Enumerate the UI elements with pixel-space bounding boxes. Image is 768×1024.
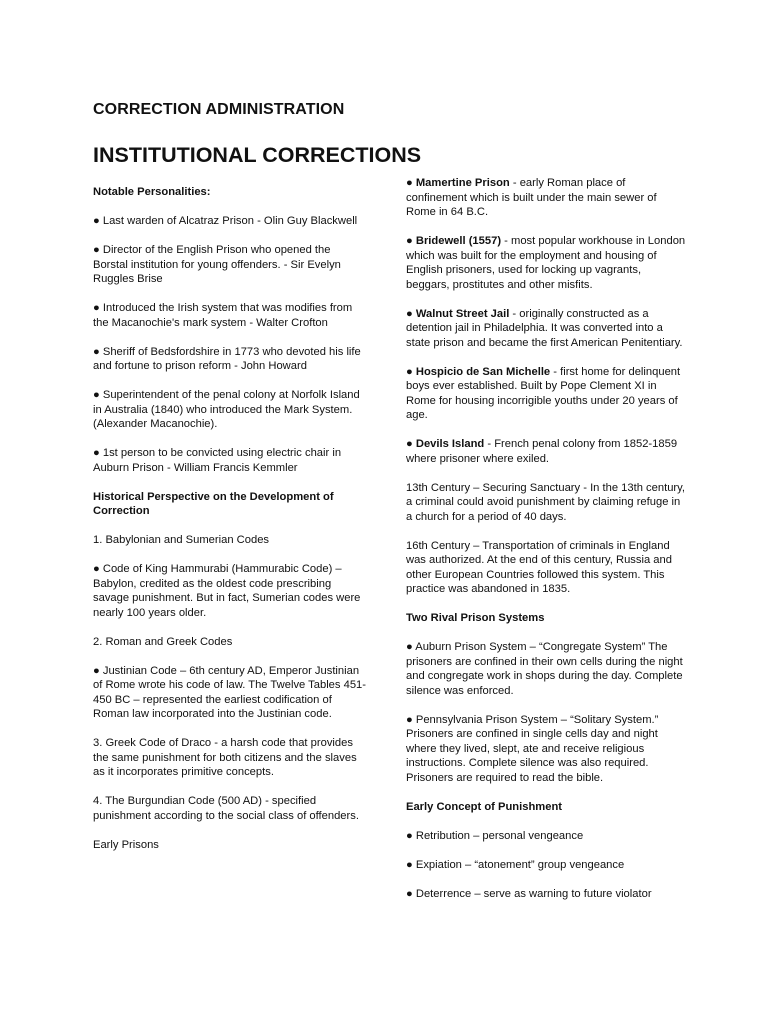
paragraph: 4. The Burgundian Code (500 AD) - specified punishment according to the social class of offenders.: [93, 795, 359, 822]
item-description: - French penal colony from 1852-1859 where prisoner where exiled.: [406, 438, 678, 465]
paragraph: ● 1st person to be convicted using electric chair in Auburn Prison - William Francis Kemmler: [93, 447, 342, 474]
subheading: Two Rival Prison Systems: [406, 612, 545, 624]
subheading: Notable Personalities:: [93, 186, 211, 198]
list-item: [406, 365, 686, 423]
paragraph: ● Code of King Hammurabi (Hammurabic Code) – Babylon, credited as the oldest code prescribing savage punishment. But in fact, Sumerian codes were nearly 100 years older.: [93, 563, 361, 619]
paragraph: ● Auburn Prison System – “Congregate System” The prisoners are confined in their own cells during the night and congregate work in shops during the day. Complete silence was enforced.: [406, 641, 683, 697]
left-column: [93, 185, 368, 867]
item-description: - most popular workhouse in London which was built for the employment and housing of English prisoners, used for locking up vagrants, beggars, prostitutes and other misfits.: [406, 235, 686, 291]
paragraph: ● Last warden of Alcatraz Prison - Olin Guy Blackwell: [93, 215, 358, 227]
paragraph: ● Introduced the Irish system that was modifies from the Macanochie's mark system - Walter Crofton: [93, 302, 353, 329]
list-item: [406, 307, 686, 351]
paragraph: ● Pennsylvania Prison System – “Solitary System.” Prisoners are confined in single cells day and night where they lived, slept, ate and receive religious instructions. Complete silence was also required. Prisoners are required to read the bible.: [406, 713, 659, 784]
paragraph: ● Deterrence – serve as warning to future violator: [406, 887, 652, 900]
paragraph: 1. Babylonian and Sumerian Codes: [93, 534, 270, 546]
section-heading: INSTITUTIONAL CORRECTIONS: [93, 143, 422, 167]
paragraph: ● Superintendent of the penal colony at Norfolk Island in Australia (1840) who introduced the Mark System. (Alexander Macanochie).: [93, 389, 360, 430]
item-description: - first home for delinquent boys ever established. Built by Pope Clement XI in Rome for housing incorrigible youths under 20 years of age.: [406, 365, 681, 421]
paragraph: ● Retribution – personal vengeance: [406, 829, 584, 842]
right-column: [406, 176, 686, 916]
list-item: [406, 234, 686, 292]
item-term: ● Walnut Street Jail: [406, 307, 510, 320]
paragraph: Early Prisons: [93, 838, 159, 851]
list-item: [406, 437, 686, 466]
subheading: Early Concept of Punishment: [406, 800, 563, 813]
paragraph: 3. Greek Code of Draco - a harsh code that provides the same punishment for both citizens and the slaves as it incorporates primitive concepts.: [93, 737, 357, 778]
item-term: ● Mamertine Prison: [406, 177, 510, 189]
paragraph: ● Director of the English Prison who opened the Borstal institution for young offenders. - Sir Evelyn Ruggles Brise: [93, 244, 341, 285]
list-item: [406, 176, 686, 220]
document-title: CORRECTION ADMINISTRATION: [93, 101, 345, 118]
paragraph: 16th Century – Transportation of criminals in England was authorized. At the end of this century, Russia and other European Countries followed this system. This practice was abandoned in 1835.: [406, 539, 672, 595]
paragraph: 13th Century – Securing Sanctuary - In the 13th century, a criminal could avoid punishment by claiming refuge in a church for a period of 40 days.: [406, 481, 686, 523]
item-term: ● Bridewell (1557): [406, 235, 502, 247]
item-description: - early Roman place of confinement which is built under the main sewer of Rome in 64 B.C.: [406, 177, 657, 218]
item-description: - originally constructed as a detention jail in Philadelphia. It was converted into a state prison and became the first American Penitentiary.: [406, 307, 683, 349]
paragraph: ● Justinian Code – 6th century AD, Emperor Justinian of Rome wrote his code of law. The Twelve Tables 451-450 BC – represented the earliest codification of Roman law incorporated into the Justinian code.: [93, 664, 366, 720]
paragraph: 2. Roman and Greek Codes: [93, 635, 233, 648]
paragraph: ● Expiation – “atonement” group vengeance: [406, 858, 625, 871]
item-term: ● Devils Island: [406, 438, 485, 450]
subheading: Historical Perspective on the Development of Correction: [93, 490, 334, 517]
item-term: ● Hospicio de San Michelle: [406, 365, 551, 378]
paragraph: ● Sheriff of Bedsfordshire in 1773 who devoted his life and fortune to prison reform - John Howard: [93, 345, 361, 372]
